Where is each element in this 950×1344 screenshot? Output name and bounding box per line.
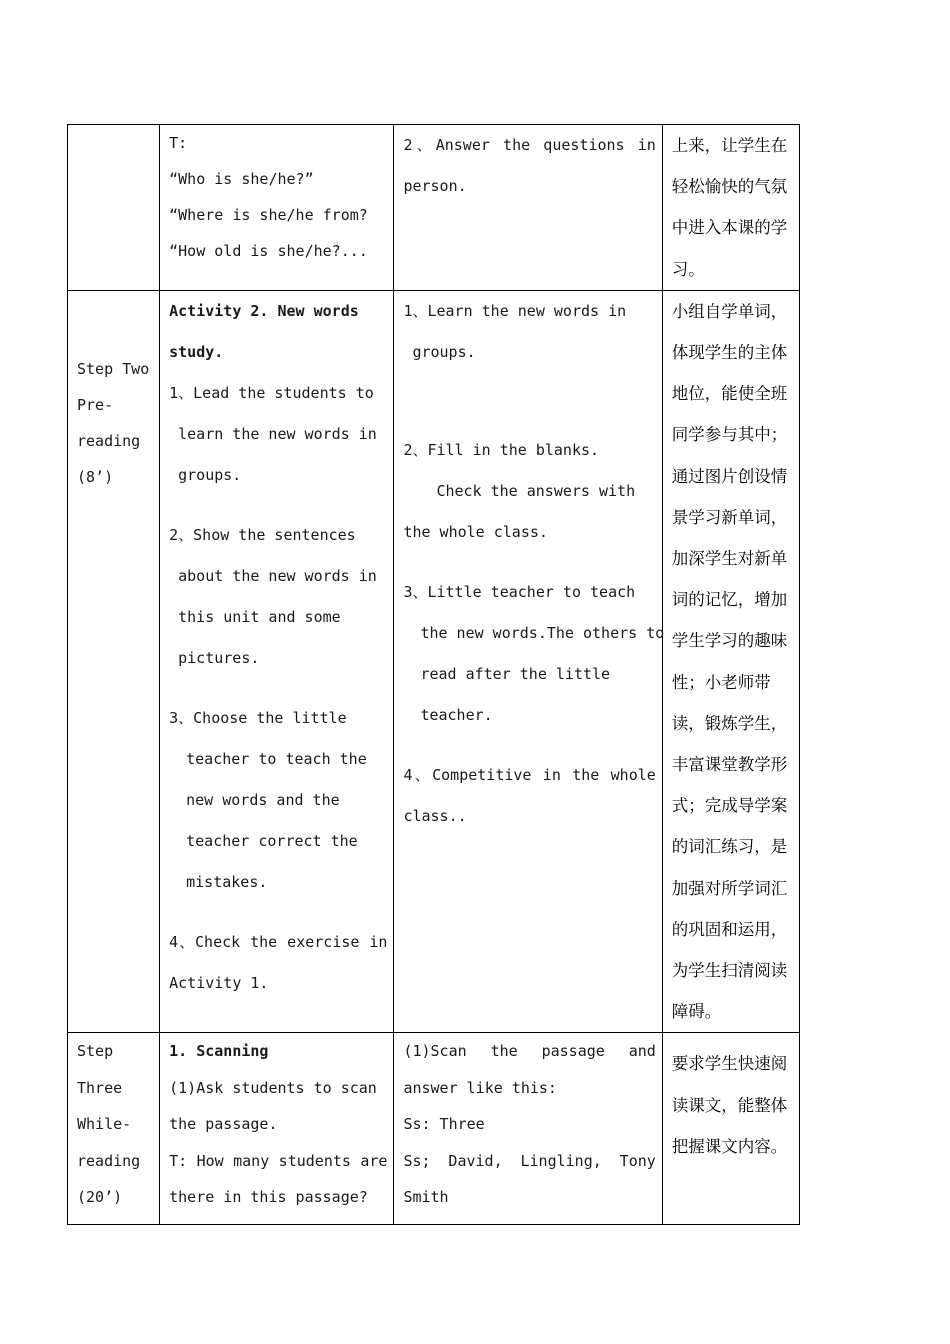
teacher-line: new words and the: [186, 790, 340, 809]
step-cell: [68, 125, 160, 291]
step-cell: [68, 1033, 160, 1225]
purpose-line: 习。: [671, 259, 705, 279]
teacher-line: 2、Show the sentences: [169, 525, 356, 544]
purpose-cell: [662, 1033, 799, 1225]
purpose-line: 障碍。: [671, 1002, 722, 1022]
purpose-cell: [662, 290, 799, 1033]
step-line: While-: [77, 1115, 132, 1134]
student-line: 2、Answer the questions in: [403, 136, 656, 154]
purpose-line: 同学参与其中；: [671, 425, 788, 445]
purpose-line: 加深学生对新单: [671, 549, 788, 569]
teacher-activity-cell: [160, 125, 394, 291]
spacer: [403, 373, 655, 392]
purpose-line: 小组自学单词，: [671, 301, 788, 321]
teacher-line: “How old is she/he?...: [169, 242, 368, 260]
student-activity-cell: [394, 290, 665, 1033]
teacher-line: there in this passage?: [169, 1188, 368, 1207]
teacher-activity-cell: [160, 290, 394, 1033]
spacer: [403, 553, 655, 572]
teacher-line: Activity 1.: [169, 973, 269, 992]
student-line: 1、Learn the new words in: [403, 301, 627, 320]
teacher-line: learn the new words in: [178, 424, 377, 443]
student-line: groups.: [412, 342, 476, 361]
step-line: reading: [77, 1151, 141, 1170]
student-activity-cell: [394, 1033, 662, 1225]
teacher-line: 4、Check the exercise in: [169, 932, 388, 951]
teacher-line: 1. Scanning: [169, 1042, 269, 1061]
teacher-line: teacher correct the: [186, 831, 358, 850]
teacher-line: (1)Ask students to scan: [169, 1078, 377, 1097]
purpose-line: 词的记忆，增加: [671, 590, 788, 610]
step-cell: [68, 290, 160, 1033]
student-line: answer like this:: [403, 1078, 557, 1097]
spacer: [403, 736, 655, 755]
teacher-line: teacher to teach the: [186, 749, 367, 768]
purpose-line: 体现学生的主体: [671, 343, 788, 363]
student-line: the new words.The others to: [420, 623, 665, 642]
purpose-line: 景学习新单词，: [671, 507, 788, 527]
teacher-line: mistakes.: [186, 872, 268, 891]
step-line: Pre-: [77, 395, 114, 414]
purpose-line: 通过图片创设情: [671, 466, 788, 486]
step-line: Step Two: [77, 359, 150, 378]
student-line: (1)Scan the passage and: [403, 1042, 656, 1061]
teacher-line: “Where is she/he from?: [169, 206, 368, 224]
purpose-line: 性；小老师带: [671, 672, 771, 692]
student-line: read after the little: [420, 664, 611, 683]
student-line: Check the answers with: [436, 481, 636, 500]
teacher-line: about the new words in: [178, 566, 377, 585]
step-line: reading: [77, 431, 141, 450]
teacher-line: Activity 2. New words: [169, 301, 359, 320]
purpose-line: 中进入本课的学: [671, 218, 788, 238]
step-line: (20’): [77, 1188, 123, 1207]
student-line: Ss: Three: [403, 1115, 485, 1134]
teacher-line: study.: [169, 342, 224, 361]
step-line: Three: [77, 1078, 123, 1097]
purpose-line: 为学生扫清阅读: [671, 961, 788, 981]
purpose-line: 读课文，能整体: [671, 1095, 788, 1115]
teacher-line: 1、Lead the students to: [169, 383, 374, 402]
teacher-activity-cell: [160, 1033, 394, 1225]
spacer: [169, 496, 387, 515]
lesson-plan-table: [67, 124, 800, 1225]
teacher-line: pictures.: [178, 648, 260, 667]
purpose-line: 把握课文内容。: [671, 1136, 788, 1156]
purpose-line: 轻松愉快的气氛: [671, 177, 788, 197]
student-activity-cell: [394, 125, 662, 291]
purpose-line: 上来，让学生在: [671, 136, 788, 155]
student-line: teacher.: [420, 705, 493, 724]
table-row: [68, 290, 800, 1033]
student-line: Ss; David, Lingling, Tony: [403, 1151, 656, 1170]
purpose-line: 要求学生快速阅: [671, 1054, 788, 1074]
student-line: the whole class.: [403, 522, 548, 541]
spacer: [169, 903, 387, 922]
teacher-line: T:: [169, 134, 188, 152]
table-row: [68, 1033, 800, 1225]
spacer: [403, 392, 655, 411]
teacher-line: the passage.: [169, 1115, 278, 1134]
table-row: [68, 125, 800, 291]
purpose-line: 式；完成导学案: [671, 796, 788, 816]
student-line: 3、Little teacher to teach: [403, 582, 636, 601]
purpose-line: 加强对所学词汇: [671, 878, 788, 898]
student-line: class..: [403, 806, 467, 825]
purpose-line: 的词汇练习，是: [671, 837, 788, 857]
teacher-line: 3、Choose the little: [169, 708, 347, 727]
student-line: 2、Fill in the blanks.: [403, 440, 600, 459]
step-line: (8’): [77, 467, 114, 486]
purpose-line: 的巩固和运用，: [671, 919, 788, 939]
purpose-line: 地位，能使全班: [671, 384, 788, 404]
step-line: Step: [77, 1042, 114, 1061]
purpose-line: 读，锻炼学生，: [671, 713, 788, 733]
spacer: [403, 411, 655, 430]
spacer: [169, 679, 387, 698]
teacher-line: T: How many students are: [169, 1151, 388, 1170]
student-line: Smith: [403, 1188, 449, 1207]
purpose-line: 学生学习的趣味: [671, 631, 788, 651]
purpose-line: 丰富课堂教学形: [671, 755, 788, 775]
teacher-line: groups.: [178, 465, 242, 484]
teacher-line: “Who is she/he?”: [169, 170, 314, 188]
student-line: 4、Competitive in the whole: [403, 765, 656, 784]
teacher-line: this unit and some: [178, 607, 341, 626]
purpose-cell: [662, 125, 799, 291]
student-line: person.: [403, 177, 467, 195]
